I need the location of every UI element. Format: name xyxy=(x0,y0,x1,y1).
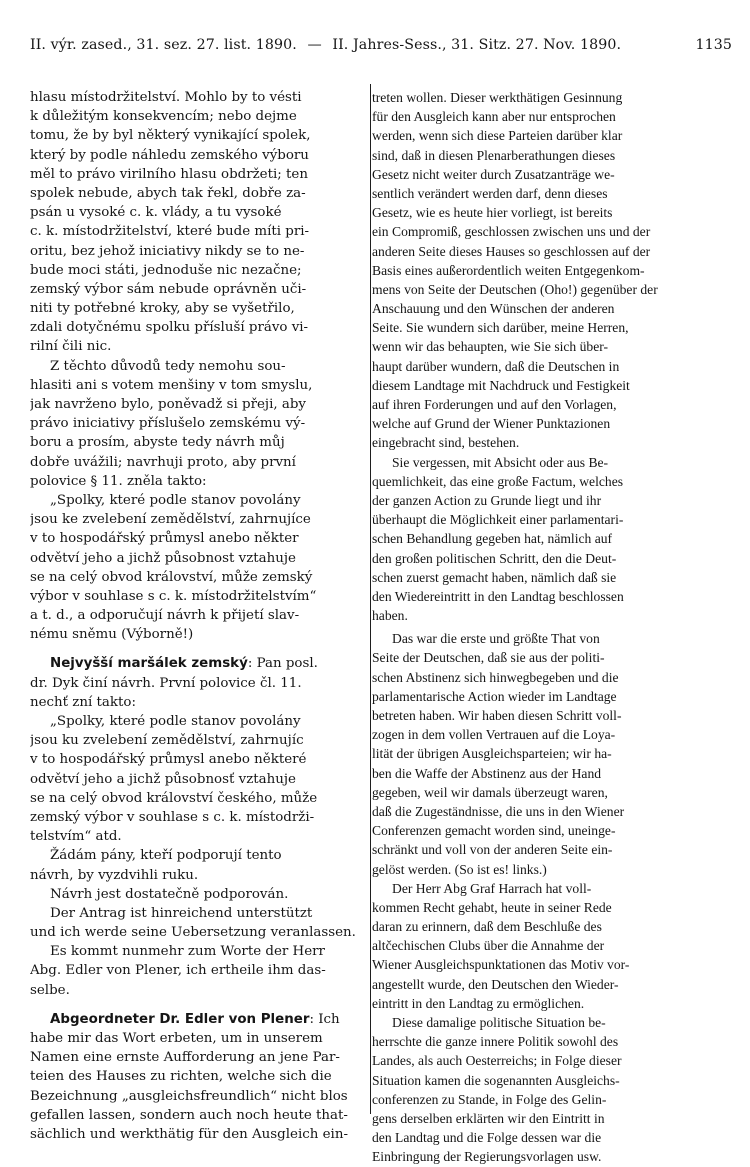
german-text: schen Abstinenz sich hinwegbegeben und die xyxy=(372,669,619,685)
czech-text: : Ich xyxy=(309,1011,340,1027)
czech-line xyxy=(30,693,368,712)
czech-text: niti ty potřebné kroky, aby se vyšetřilo, xyxy=(30,301,295,317)
german-text: diesem Landtage mit Nachdruck und Festigkeit xyxy=(372,377,630,393)
czech-line xyxy=(30,107,368,126)
german-text: angestellt wurde, den Deutschen den Wieder- xyxy=(372,976,619,992)
czech-line xyxy=(30,770,368,789)
czech-line xyxy=(30,146,368,165)
czech-line xyxy=(30,357,368,376)
czech-text: rilní čili nic. xyxy=(30,339,112,355)
czech-line xyxy=(30,337,368,356)
czech-text: k důležitým konsekvencím; nebo dejme xyxy=(30,109,297,125)
czech-line xyxy=(30,866,368,885)
german-line xyxy=(372,802,708,821)
german-text: überhaupt die Möglichkeit einer parlamentari- xyxy=(372,512,624,528)
czech-line xyxy=(30,789,368,808)
german-line xyxy=(372,107,708,126)
czech-line xyxy=(30,606,368,625)
czech-line xyxy=(30,395,368,414)
column-divider xyxy=(370,84,371,1114)
german-line xyxy=(372,184,708,203)
czech-text: Abg. Edler von Plener, ich ertheile ihm das- xyxy=(30,963,326,979)
german-line xyxy=(372,376,708,395)
czech-line xyxy=(30,981,368,1000)
czech-text: dobře uvážili; navrhuji proto, aby první xyxy=(30,454,296,470)
paragraph-spacer xyxy=(30,1000,368,1010)
german-text: den Wiedereintritt in den Landtag beschlossen xyxy=(372,588,624,604)
german-line xyxy=(372,88,708,107)
german-line xyxy=(372,165,708,184)
czech-text: nechť zní takto: xyxy=(30,694,136,710)
german-line xyxy=(372,821,708,840)
czech-text: právo iniciativy příslušelo zemskému vý- xyxy=(30,416,306,432)
german-text: Sie vergessen, mit Absicht oder aus Be- xyxy=(392,454,609,470)
german-text: Seite. Sie wundern sich darüber, meine Herren, xyxy=(372,320,629,336)
czech-text: oritu, bez jehož iniciativy nikdy se to ne- xyxy=(30,243,305,259)
czech-line xyxy=(30,731,368,750)
german-text: schränkt und voll von der anderen Seite ein- xyxy=(372,842,613,858)
czech-text: psán u vysoké c. k. vlády, a tu vysoké xyxy=(30,205,282,221)
czech-text: zemský výbor v souhlase s c. k. místodrži- xyxy=(30,809,315,825)
czech-line xyxy=(30,184,368,203)
german-line xyxy=(372,860,708,879)
header-dash: — xyxy=(307,37,322,53)
german-line xyxy=(372,491,708,510)
german-text: den großen politischen Schritt, den die Deut- xyxy=(372,550,617,566)
german-text: anderen Seite dieses Hauses so geschlossen auf der xyxy=(372,243,651,259)
czech-line xyxy=(30,1067,368,1086)
czech-text: Der Antrag ist hinreichend unterstützt xyxy=(50,905,313,921)
czech-line xyxy=(30,165,368,184)
czech-line xyxy=(30,376,368,395)
czech-line xyxy=(30,674,368,693)
german-line xyxy=(372,898,708,917)
page-header xyxy=(30,37,732,63)
czech-text: tomu, že by byl některý vynikající spolek, xyxy=(30,128,311,144)
german-line xyxy=(372,510,708,529)
czech-text: jak navrženo bylo, poněvadž si přeji, aby xyxy=(30,397,306,412)
german-text: Der Herr Abg Graf Harrach hat voll- xyxy=(392,880,592,896)
czech-text: zdali dotyčnému spolku přísluší právo vi- xyxy=(30,320,309,336)
czech-text: dr. Dyk činí návrh. První polovice čl. 11. xyxy=(30,675,302,691)
czech-line xyxy=(30,654,368,673)
german-text: daran zu erinnern, daß dem Beschluße des xyxy=(372,919,602,935)
german-text: Situation kamen die sogenannten Ausgleichs- xyxy=(372,1072,620,1088)
czech-text: nému sněmu (Výborně!) xyxy=(30,627,194,643)
czech-text: polovice § 11. zněla takto: xyxy=(30,473,207,489)
german-line xyxy=(372,222,708,241)
czech-line xyxy=(30,126,368,145)
czech-text: Es kommt nunmehr zum Worte der Herr xyxy=(50,944,325,960)
czech-line xyxy=(30,261,368,280)
german-line xyxy=(372,1051,708,1070)
german-line xyxy=(372,648,708,667)
german-text: gens derselben erklärten wir den Eintritt in xyxy=(372,1110,605,1126)
czech-text: který by podle náhledu zemského výboru xyxy=(30,147,309,163)
german-line xyxy=(372,1032,708,1051)
czech-text: spolek nebude, abych tak řekl, dobře za- xyxy=(30,185,306,201)
czech-line xyxy=(30,885,368,904)
czech-text: a t. d., a odporučují návrh k přijetí slav- xyxy=(30,608,300,624)
paragraph-spacer xyxy=(30,644,368,654)
czech-text: gefallen lassen, sondern auch noch heute that- xyxy=(30,1107,348,1123)
czech-text: habe mir das Wort erbeten, um in unserem xyxy=(30,1031,323,1046)
german-line xyxy=(372,203,708,222)
german-text: conferenzen zu Stande, in Folge des Gelin- xyxy=(372,1091,607,1107)
czech-text: v to hospodářský průmysl anebo někter xyxy=(30,531,299,547)
czech-line xyxy=(30,318,368,337)
czech-text: „Spolky, které podle stanov povolány xyxy=(50,714,301,729)
czech-line xyxy=(30,1010,368,1029)
czech-line xyxy=(30,203,368,222)
german-text: daß die Zugeständnisse, die uns in den Wiener xyxy=(372,803,625,819)
german-line xyxy=(372,744,708,763)
german-line xyxy=(372,783,708,802)
german-line xyxy=(372,606,708,625)
czech-line xyxy=(30,904,368,923)
german-line xyxy=(372,126,708,145)
german-text: ein Compromiß, geschlossen zwischen uns und der xyxy=(372,224,651,240)
czech-line xyxy=(30,549,368,568)
german-text: Anschauung und den Wünschen der anderen xyxy=(372,301,615,317)
czech-line xyxy=(30,529,368,548)
czech-text: sächlich und werkthätig für den Ausgleich ein- xyxy=(30,1126,348,1142)
czech-text: und ich werde seine Uebersetzung veranlassen. xyxy=(30,925,356,941)
czech-line xyxy=(30,808,368,827)
german-line xyxy=(372,668,708,687)
german-line xyxy=(372,764,708,783)
czech-line xyxy=(30,712,368,731)
czech-line xyxy=(30,587,368,606)
czech-text: výbor v souhlase s c. k. místodržitelstvím“ xyxy=(30,588,317,604)
czech-text: odvětví jeho a jichž působnosť vztahuje xyxy=(30,771,296,787)
german-text: mens von Seite der Deutschen (Oho!) gegenüber der xyxy=(372,281,658,297)
speaker-name: Abgeordneter Dr. Edler von Plener xyxy=(50,1011,310,1027)
right-column-german xyxy=(372,88,708,1167)
czech-text: jsou ke zvelebení zemědělství, zahrnujíce xyxy=(30,512,311,528)
czech-text: teien des Hauses zu richten, welche sich die xyxy=(30,1069,332,1085)
german-text: Einbringung der Regierungsvorlagen usw. xyxy=(372,1149,602,1165)
german-line xyxy=(372,453,708,472)
german-line xyxy=(372,706,708,725)
czech-text: návrh, by vyzdvihli ruku. xyxy=(30,867,199,883)
czech-text: odvětví jeho a jichž působnost vztahuje xyxy=(30,550,296,566)
header-german: II. Jahres-Sess., 31. Sitz. 27. Nov. 1890. xyxy=(332,37,622,53)
german-text: eingebracht sind, bestehen. xyxy=(372,435,520,451)
german-text: haben. xyxy=(372,608,408,624)
german-line xyxy=(372,587,708,606)
german-text: sentlich verändert werden darf, denn dieses xyxy=(372,185,608,201)
german-text: Wiener Ausgleichspunktationen das Motiv vor- xyxy=(372,957,630,973)
czech-text: Návrh jest dostatečně podporován. xyxy=(50,886,289,902)
german-text: parlamentarische Action wieder im Landtage xyxy=(372,688,617,704)
czech-line xyxy=(30,1125,368,1144)
czech-text: se na celý obvod království, může zemský xyxy=(30,569,313,585)
german-text: eintritt in den Landtag zu ermöglichen. xyxy=(372,995,585,1011)
german-text: gegeben, weil wir damals überzeugt waren, xyxy=(372,784,608,800)
czech-line xyxy=(30,510,368,529)
czech-line xyxy=(30,750,368,769)
german-line xyxy=(372,242,708,261)
german-line xyxy=(372,568,708,587)
czech-text: boru a prosím, abyste tedy návrh můj xyxy=(30,435,285,451)
czech-line xyxy=(30,491,368,510)
german-line xyxy=(372,395,708,414)
czech-text: c. k. místodržitelství, které bude míti pri- xyxy=(30,224,310,240)
czech-text: v to hospodářský průmysl anebo některé xyxy=(30,752,307,768)
german-text: lität der übrigen Ausgleichsparteien; wir ha- xyxy=(372,746,612,762)
german-line xyxy=(372,357,708,376)
german-line xyxy=(372,1147,708,1166)
german-text: welche auf Grund der Wiener Punktazionen xyxy=(372,416,611,432)
german-text: schen zuerst gemacht haben, nämlich daß sie xyxy=(372,569,617,585)
german-text: Gesetz, wie es heute hier vorliegt, ist bereits xyxy=(372,205,613,221)
czech-text: selbe. xyxy=(30,982,70,998)
czech-line xyxy=(30,1048,368,1067)
czech-text: zemský výbor sám nebude oprávněn uči- xyxy=(30,281,307,297)
german-line xyxy=(372,280,708,299)
czech-text: : Pan posl. xyxy=(247,656,318,672)
german-text: gelöst werden. (So ist es! links.) xyxy=(372,861,547,877)
czech-text: Bezeichnung „ausgleichsfreundlich“ nicht blos xyxy=(30,1088,348,1104)
czech-line xyxy=(30,1087,368,1106)
german-text: herrschte die ganze innere Politik sowohl des xyxy=(372,1034,619,1050)
german-line xyxy=(372,1109,708,1128)
czech-text: měl to právo virilního hlasu obdržeti; ten xyxy=(30,166,308,182)
german-text: ben die Waffe der Abstinenz aus der Hand xyxy=(372,765,602,781)
german-text: auf ihren Forderungen und auf den Vorlagen, xyxy=(372,397,617,412)
czech-text: jsou ku zvelebení zemědělství, zahrnujíc xyxy=(30,733,304,749)
czech-text: Žádám pány, kteří podporují tento xyxy=(50,848,282,864)
german-line xyxy=(372,917,708,936)
german-line xyxy=(372,472,708,491)
german-text: haupt darüber wundern, daß die Deutschen in xyxy=(372,358,620,374)
czech-line xyxy=(30,923,368,942)
german-text: Basis eines außerordentlich weiten Entgegenkom- xyxy=(372,262,645,278)
german-text: Seite der Deutschen, daß sie aus der politi- xyxy=(372,650,605,666)
page-number: 1135 xyxy=(695,37,732,53)
german-line xyxy=(372,955,708,974)
german-text: treten wollen. Dieser werkthätigen Gesinnung xyxy=(372,90,623,105)
czech-line xyxy=(30,568,368,587)
german-line xyxy=(372,994,708,1013)
czech-text: telstvím“ atd. xyxy=(30,829,122,845)
german-line xyxy=(372,687,708,706)
german-line xyxy=(372,337,708,356)
german-line xyxy=(372,414,708,433)
czech-line xyxy=(30,280,368,299)
czech-text: Namen eine ernste Aufforderung an jene Par- xyxy=(30,1050,340,1066)
german-line xyxy=(372,318,708,337)
german-text: Landes, als auch Oesterreichs; in Folge dieser xyxy=(372,1053,622,1069)
german-line xyxy=(372,549,708,568)
czech-line xyxy=(30,299,368,318)
german-line xyxy=(372,725,708,744)
czech-text: „Spolky, které podle stanov povolány xyxy=(50,492,301,508)
german-text: betreten haben. Wir haben diesen Schritt voll- xyxy=(372,708,622,723)
german-line xyxy=(372,879,708,898)
german-text: für den Ausgleich kann aber nur entsprochen xyxy=(372,109,616,125)
czech-line xyxy=(30,222,368,241)
czech-line xyxy=(30,414,368,433)
german-line xyxy=(372,433,708,452)
german-text: schen Behandlung gegeben hat, nämlich auf xyxy=(372,531,613,547)
german-text: altčechischen Clubs über die Annahme der xyxy=(372,938,605,954)
czech-text: hlasiti ani s votem menšiny v tom smyslu, xyxy=(30,377,313,393)
czech-text: hlasu místodržitelství. Mohlo by to vésti xyxy=(30,90,302,105)
german-line xyxy=(372,1013,708,1032)
german-text: werden, wenn sich diese Parteien darüber klar xyxy=(372,128,623,144)
german-line xyxy=(372,1128,708,1147)
czech-line xyxy=(30,88,368,107)
german-text: der ganzen Action zu Grunde liegt und ihr xyxy=(372,492,602,508)
german-line xyxy=(372,975,708,994)
speaker-name: Nejvyšší maršálek zemský xyxy=(50,656,248,672)
czech-line xyxy=(30,242,368,261)
german-text: zogen in dem vollen Vertrauen auf die Loya- xyxy=(372,727,616,743)
german-line xyxy=(372,261,708,280)
czech-line xyxy=(30,1029,368,1048)
german-text: sind, daß in diesen Plenarberathungen dieses xyxy=(372,147,616,163)
czech-line xyxy=(30,961,368,980)
german-line xyxy=(372,1090,708,1109)
header-czech: II. výr. zased., 31. sez. 27. list. 1890. xyxy=(30,37,297,53)
czech-text: bude moci státi, jednoduše nic nezačne; xyxy=(30,262,302,278)
german-text: Diese damalige politische Situation be- xyxy=(392,1015,606,1030)
czech-line xyxy=(30,453,368,472)
german-line xyxy=(372,146,708,165)
german-line xyxy=(372,840,708,859)
czech-line xyxy=(30,827,368,846)
german-text: wenn wir das behaupten, wie Sie sich über- xyxy=(372,339,609,355)
german-text: Gesetz nicht weiter durch Zusatzanträge we- xyxy=(372,166,615,182)
german-text: den Landtag und die Folge dessen war die xyxy=(372,1130,602,1146)
german-line xyxy=(372,1071,708,1090)
german-line xyxy=(372,629,708,648)
czech-text: se na celý obvod království českého, může xyxy=(30,790,318,806)
german-text: kommen Recht gehabt, heute in seiner Rede xyxy=(372,899,612,915)
german-text: quemlichkeit, das eine große Factum, welches xyxy=(372,473,624,489)
czech-line xyxy=(30,433,368,452)
german-line xyxy=(372,529,708,548)
german-text: Conferenzen gemacht worden sind, uneinge- xyxy=(372,823,616,839)
czech-line xyxy=(30,942,368,961)
german-line xyxy=(372,936,708,955)
czech-line xyxy=(30,846,368,865)
czech-line xyxy=(30,1106,368,1125)
left-column-czech xyxy=(30,88,368,1144)
german-text: Das war die erste und größte That von xyxy=(392,631,600,647)
german-line xyxy=(372,299,708,318)
czech-text: Z těchto důvodů tedy nemohu sou- xyxy=(50,358,286,374)
czech-line xyxy=(30,472,368,491)
czech-line xyxy=(30,625,368,644)
